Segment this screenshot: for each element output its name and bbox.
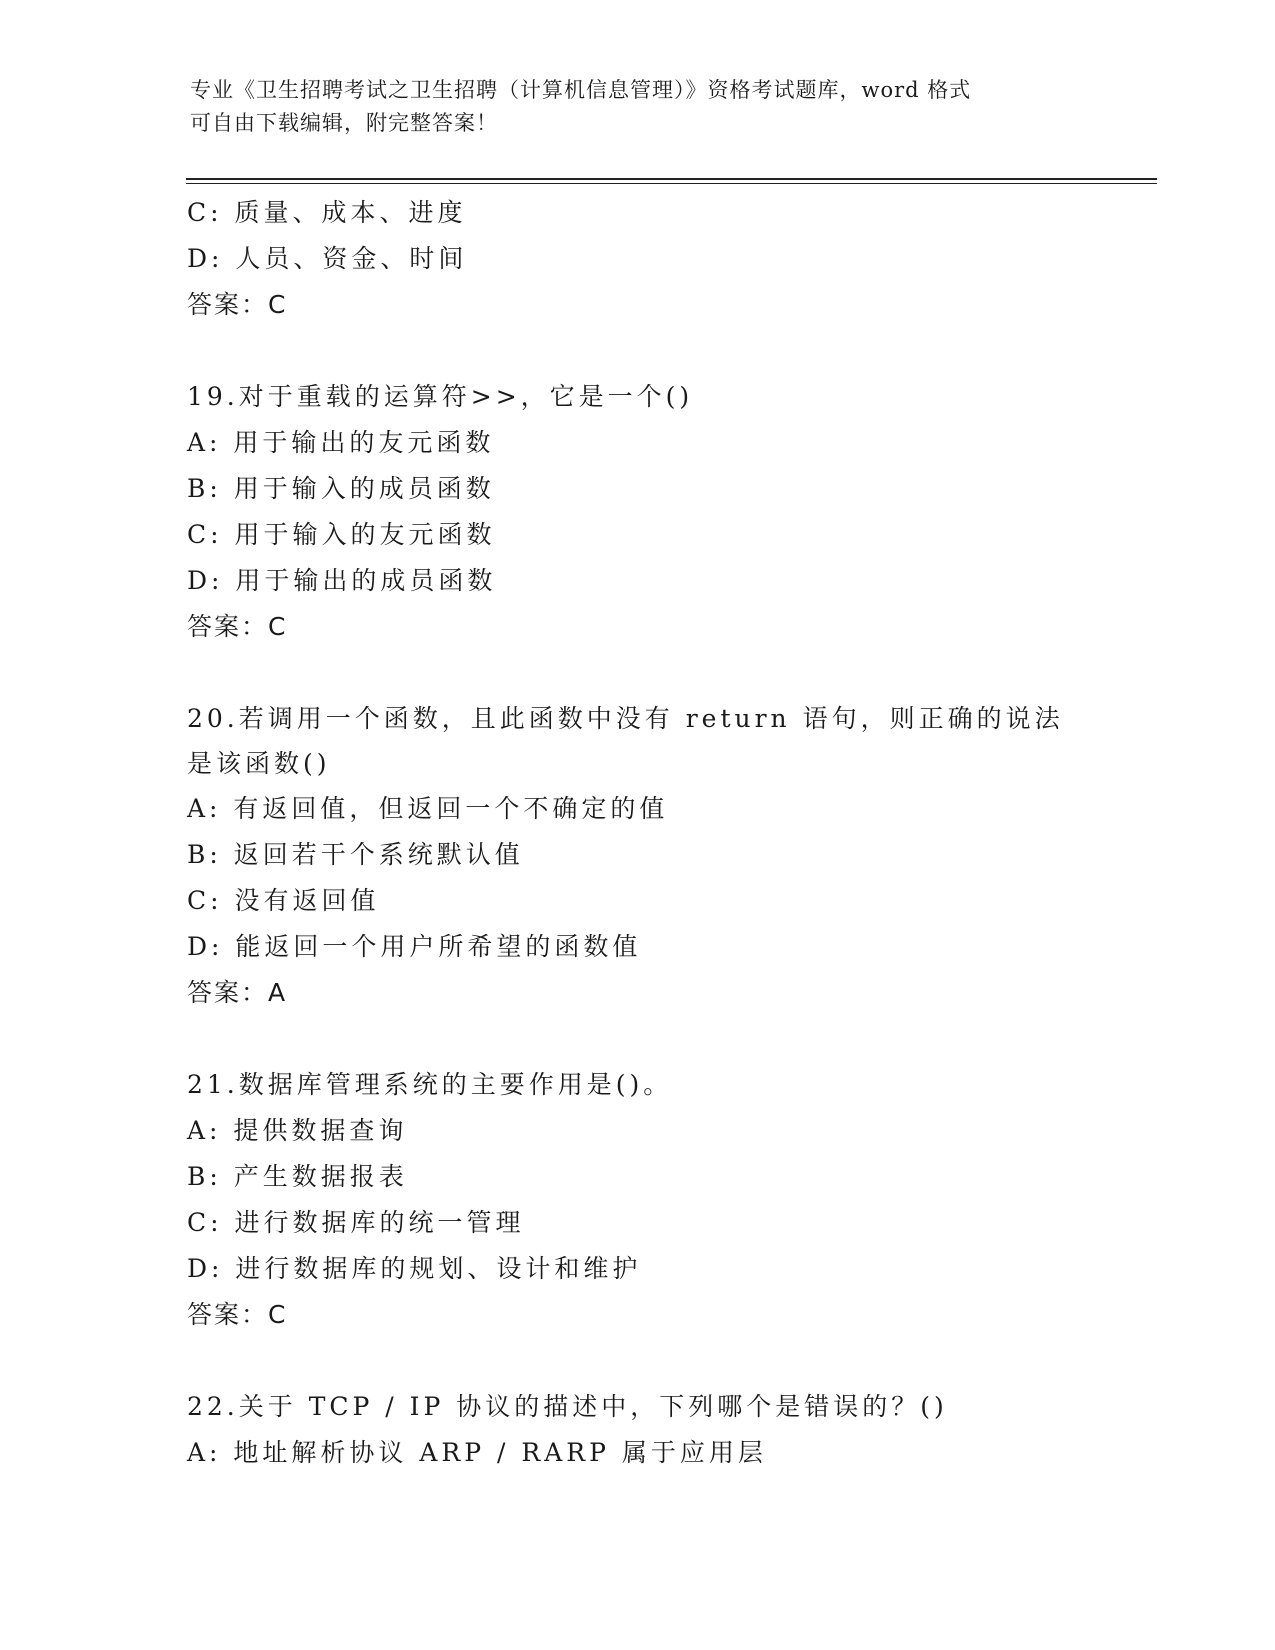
header-title-line-1: 专业《卫生招聘考试之卫生招聘（计算机信息管理）》资格考试题库，word 格式 — [190, 78, 972, 102]
option-c: C: 进行数据库的统一管理 — [187, 1208, 525, 1237]
option-b: B: 返回若干个系统默认值 — [187, 840, 524, 869]
question-text: 22.关于 TCP / IP 协议的描述中，下列哪个是错误的？() — [187, 1392, 948, 1421]
prev-question-block — [187, 190, 1087, 328]
question-text: 20.若调用一个函数，且此函数中没有 return 语句，则正确的说法是该函数() — [187, 704, 1064, 778]
option-a: A: 提供数据查询 — [187, 1116, 408, 1145]
answer-label: 答案：C — [187, 612, 288, 641]
option-d: D: 用于输出的成员函数 — [187, 566, 497, 595]
answer-label: 答案：C — [187, 1300, 288, 1329]
answer-label: 答案：A — [187, 978, 288, 1007]
header-title-line-2: 可自由下载编辑，附完整答案！ — [190, 111, 498, 135]
option-b: B: 用于输入的成员函数 — [187, 474, 495, 503]
spacer — [187, 1338, 1087, 1384]
option-c: C: 没有返回值 — [187, 886, 380, 915]
header-divider-thin — [186, 183, 1157, 184]
option-d: D: 人员、资金、时间 — [187, 244, 468, 273]
spacer — [187, 650, 1087, 696]
option-a: A: 用于输出的友元函数 — [187, 428, 495, 457]
spacer — [187, 328, 1087, 374]
question-21 — [187, 1062, 1087, 1338]
spacer — [187, 1016, 1087, 1062]
question-text: 21.数据库管理系统的主要作用是()。 — [187, 1070, 673, 1099]
question-20 — [187, 696, 1087, 1016]
option-c: C: 质量、成本、进度 — [187, 198, 467, 227]
option-a: A: 有返回值，但返回一个不确定的值 — [187, 794, 669, 823]
question-22 — [187, 1384, 1087, 1476]
question-text: 19.对于重载的运算符>>，它是一个() — [187, 382, 694, 411]
option-d: D: 进行数据库的规划、设计和维护 — [187, 1254, 642, 1283]
document-header — [190, 74, 1090, 140]
header-divider-thick — [186, 178, 1157, 180]
option-b: B: 产生数据报表 — [187, 1162, 408, 1191]
option-c: C: 用于输入的友元函数 — [187, 520, 496, 549]
option-a: A: 地址解析协议 ARP / RARP 属于应用层 — [187, 1438, 767, 1467]
option-d: D: 能返回一个用户所希望的函数值 — [187, 932, 642, 961]
answer-label: 答案：C — [187, 290, 288, 319]
question-list — [187, 190, 1087, 1476]
question-19 — [187, 374, 1087, 650]
